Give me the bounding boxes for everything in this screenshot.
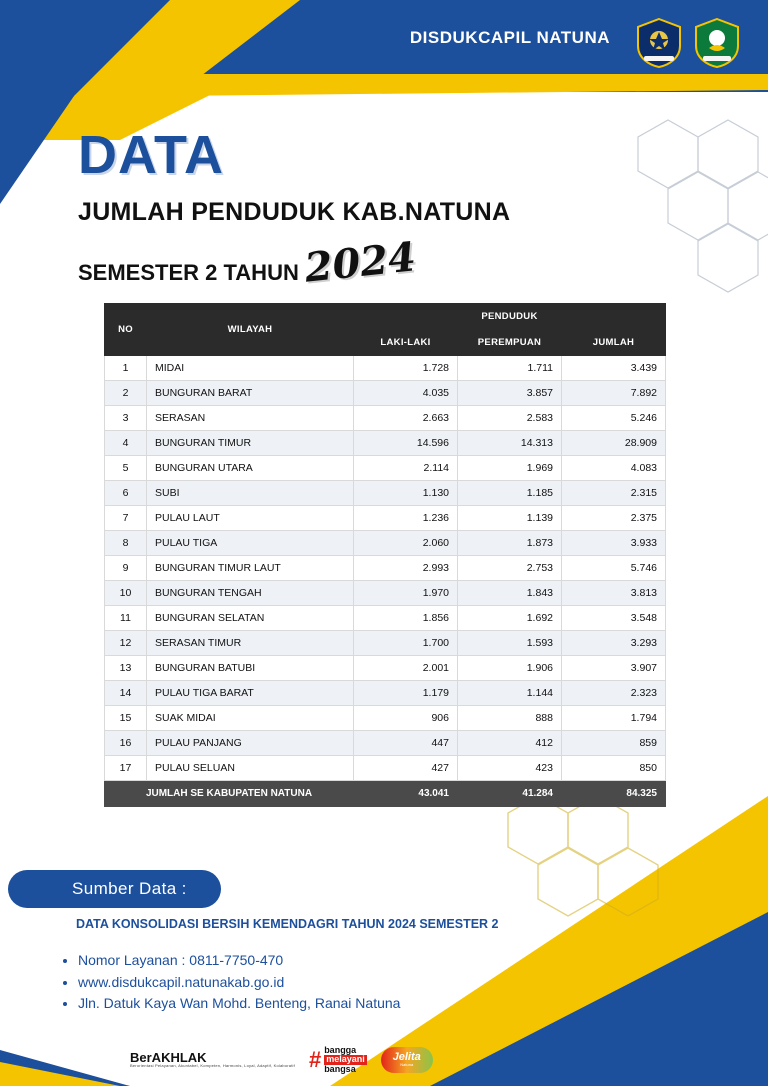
jelita-label: Jelita: [392, 1051, 421, 1064]
th-penduduk: PENDUDUK: [354, 304, 666, 330]
cell-jumlah: 4.083: [562, 456, 666, 481]
cell-no: 13: [105, 656, 147, 681]
header-logos: [636, 18, 740, 68]
cell-jumlah: 850: [562, 756, 666, 781]
cell-perempuan: 1.711: [458, 356, 562, 381]
total-jumlah: 84.325: [562, 781, 666, 807]
cell-no: 7: [105, 506, 147, 531]
hashtag-icon: #: [308, 1046, 322, 1072]
cell-no: 5: [105, 456, 147, 481]
cell-laki: 1.856: [354, 606, 458, 631]
cell-no: 4: [105, 431, 147, 456]
population-table: [104, 303, 666, 807]
table-row: [105, 381, 666, 406]
natuna-regency-logo-icon: [694, 18, 740, 68]
cell-no: 8: [105, 531, 147, 556]
th-perempuan: PEREMPUAN: [458, 330, 562, 356]
cell-perempuan: 888: [458, 706, 562, 731]
cell-jumlah: 5.746: [562, 556, 666, 581]
cell-jumlah: 3.933: [562, 531, 666, 556]
th-laki: LAKI-LAKI: [354, 330, 458, 356]
cell-wilayah: BUNGURAN TENGAH: [147, 581, 354, 606]
cell-perempuan: 1.843: [458, 581, 562, 606]
cell-jumlah: 3.293: [562, 631, 666, 656]
cell-perempuan: 2.583: [458, 406, 562, 431]
cell-laki: 447: [354, 731, 458, 756]
cell-wilayah: BUNGURAN BATUBI: [147, 656, 354, 681]
cell-wilayah: BUNGURAN TIMUR LAUT: [147, 556, 354, 581]
cell-wilayah: SUBI: [147, 481, 354, 506]
cell-jumlah: 3.548: [562, 606, 666, 631]
cell-wilayah: PULAU SELUAN: [147, 756, 354, 781]
cell-perempuan: 1.185: [458, 481, 562, 506]
sumber-data-pill: Sumber Data :: [8, 870, 221, 908]
cell-perempuan: 2.753: [458, 556, 562, 581]
year-label: 2024: [302, 233, 418, 292]
cell-wilayah: BUNGURAN SELATAN: [147, 606, 354, 631]
contact-list: [56, 950, 400, 1015]
cell-laki: 2.993: [354, 556, 458, 581]
cell-jumlah: 859: [562, 731, 666, 756]
cell-wilayah: PULAU TIGA: [147, 531, 354, 556]
cell-wilayah: BUNGURAN UTARA: [147, 456, 354, 481]
table-row: [105, 706, 666, 731]
page-subtitle-1: JUMLAH PENDUDUK KAB.NATUNA: [78, 198, 511, 226]
cell-wilayah: SERASAN TIMUR: [147, 631, 354, 656]
cell-perempuan: 1.144: [458, 681, 562, 706]
cell-wilayah: PULAU LAUT: [147, 506, 354, 531]
cell-wilayah: PULAU TIGA BARAT: [147, 681, 354, 706]
cell-no: 12: [105, 631, 147, 656]
cell-no: 11: [105, 606, 147, 631]
garuda-emblem-logo-icon: [636, 18, 682, 68]
cell-wilayah: MIDAI: [147, 356, 354, 381]
table-row: [105, 556, 666, 581]
cell-jumlah: 7.892: [562, 381, 666, 406]
th-no: NO: [105, 304, 147, 356]
bangga-text: [324, 1046, 367, 1074]
cell-no: 17: [105, 756, 147, 781]
cell-jumlah: 2.315: [562, 481, 666, 506]
cell-wilayah: PULAU PANJANG: [147, 731, 354, 756]
cell-laki: 14.596: [354, 431, 458, 456]
table-total-row: [105, 781, 666, 807]
footer-logo-row: [130, 1046, 433, 1074]
cell-no: 3: [105, 406, 147, 431]
cell-perempuan: 1.593: [458, 631, 562, 656]
population-table-wrap: [104, 303, 666, 807]
cell-laki: 1.700: [354, 631, 458, 656]
cell-laki: 1.130: [354, 481, 458, 506]
cell-jumlah: 3.907: [562, 656, 666, 681]
table-head-row-1: [105, 304, 666, 330]
bangga-line1: bangga: [324, 1044, 357, 1055]
cell-perempuan: 1.906: [458, 656, 562, 681]
cell-laki: 906: [354, 706, 458, 731]
total-laki: 43.041: [354, 781, 458, 807]
cell-no: 16: [105, 731, 147, 756]
berakhlak-label: BerAKHLAK: [130, 1050, 207, 1066]
cell-perempuan: 423: [458, 756, 562, 781]
cell-jumlah: 28.909: [562, 431, 666, 456]
cell-laki: 1.728: [354, 356, 458, 381]
table-row: [105, 606, 666, 631]
table-row: [105, 681, 666, 706]
hexagon-pattern-bottom-icon: [498, 786, 688, 936]
cell-no: 2: [105, 381, 147, 406]
list-item: • Nomor Layanan : 0811-7750-470: [78, 950, 400, 972]
table-row: [105, 731, 666, 756]
table-row: [105, 406, 666, 431]
table-body: [105, 356, 666, 781]
cell-perempuan: 14.313: [458, 431, 562, 456]
semester-label: SEMESTER 2 TAHUN: [78, 260, 299, 285]
list-item[interactable]: • www.disdukcapil.natunakab.go.id: [78, 972, 400, 994]
cell-laki: 1.179: [354, 681, 458, 706]
jelita-logo: [381, 1047, 433, 1073]
berakhlak-logo: [130, 1051, 295, 1068]
title-block: [78, 125, 511, 292]
cell-wilayah: BUNGURAN BARAT: [147, 381, 354, 406]
cell-jumlah: 2.375: [562, 506, 666, 531]
list-item: • Jln. Datuk Kaya Wan Mohd. Benteng, Ranai Natuna: [78, 993, 400, 1015]
cell-no: 1: [105, 356, 147, 381]
sumber-data-value: DATA KONSOLIDASI BERSIH KEMENDAGRI TAHUN 2024 SEMESTER 2: [76, 917, 499, 931]
page-subtitle-2: [78, 233, 510, 292]
cell-perempuan: 1.969: [458, 456, 562, 481]
cell-laki: 2.001: [354, 656, 458, 681]
cell-jumlah: 2.323: [562, 681, 666, 706]
cell-no: 15: [105, 706, 147, 731]
table-row: [105, 756, 666, 781]
cell-wilayah: BUNGURAN TIMUR: [147, 431, 354, 456]
bangga-melayani-bangsa-logo: [309, 1046, 367, 1074]
cell-perempuan: 1.873: [458, 531, 562, 556]
page-title: DATA: [78, 125, 224, 185]
cell-laki: 2.060: [354, 531, 458, 556]
cell-laki: 2.663: [354, 406, 458, 431]
jelita-sub: Natuna: [400, 1062, 414, 1068]
cell-perempuan: 1.692: [458, 606, 562, 631]
cell-perempuan: 412: [458, 731, 562, 756]
cell-jumlah: 3.813: [562, 581, 666, 606]
cell-no: 9: [105, 556, 147, 581]
total-label: JUMLAH SE KABUPATEN NATUNA: [105, 781, 354, 807]
th-wilayah: WILAYAH: [147, 304, 354, 356]
table-row: [105, 581, 666, 606]
table-row: [105, 481, 666, 506]
table-row: [105, 431, 666, 456]
cell-laki: 1.236: [354, 506, 458, 531]
table-row: [105, 631, 666, 656]
table-row: [105, 456, 666, 481]
cell-perempuan: 3.857: [458, 381, 562, 406]
bangga-line2: melayani: [326, 1054, 365, 1065]
hexagon-pattern-icon: [628, 110, 768, 320]
cell-no: 6: [105, 481, 147, 506]
total-perempuan: 41.284: [458, 781, 562, 807]
cell-perempuan: 1.139: [458, 506, 562, 531]
table-head: [105, 304, 666, 356]
org-title: DISDUKCAPIL NATUNA: [409, 28, 610, 47]
cell-jumlah: 1.794: [562, 706, 666, 731]
table-row: [105, 531, 666, 556]
cell-laki: 427: [354, 756, 458, 781]
cell-laki: 1.970: [354, 581, 458, 606]
cell-wilayah: SUAK MIDAI: [147, 706, 354, 731]
bangga-line3: bangsa: [324, 1063, 356, 1074]
cell-laki: 4.035: [354, 381, 458, 406]
table-row: [105, 506, 666, 531]
berakhlak-sub: Berorientasi Pelayanan, Akuntabel, Kompeten, Harmonis, Loyal, Adaptif, Kolaboratif: [130, 1063, 295, 1069]
cell-jumlah: 3.439: [562, 356, 666, 381]
cell-wilayah: SERASAN: [147, 406, 354, 431]
cell-laki: 2.114: [354, 456, 458, 481]
cell-no: 14: [105, 681, 147, 706]
cell-jumlah: 5.246: [562, 406, 666, 431]
cell-no: 10: [105, 581, 147, 606]
th-jumlah: JUMLAH: [562, 330, 666, 356]
table-row: [105, 656, 666, 681]
table-row: [105, 356, 666, 381]
table-foot: [105, 781, 666, 807]
